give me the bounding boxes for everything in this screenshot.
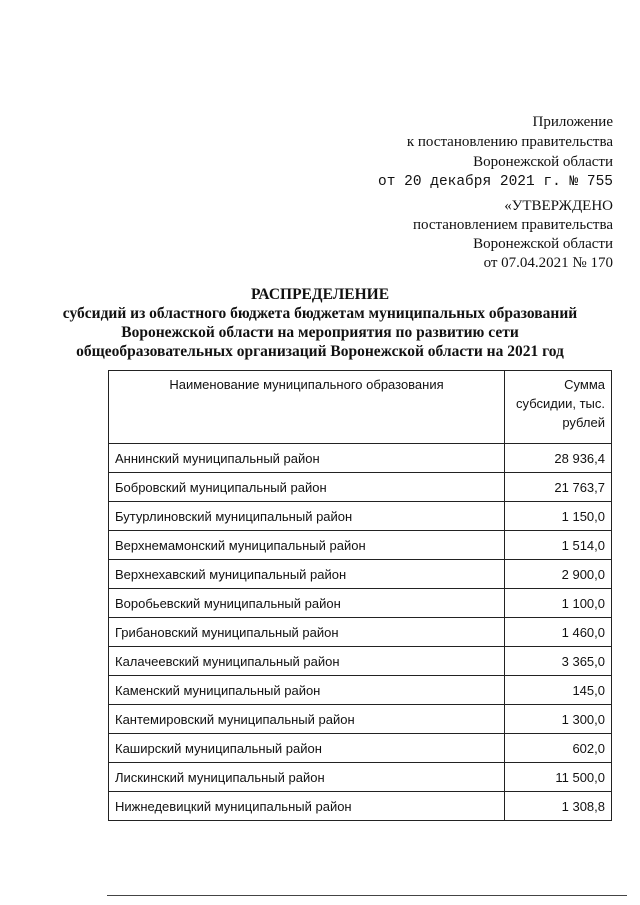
header-amount-line-2: субсидии, тыс. [516,396,605,411]
appendix-title: Приложение [532,114,613,130]
row-name: Бобровский муниципальный район [109,473,505,502]
row-amount: 3 365,0 [505,647,612,676]
header-amount-line-3: рублей [562,415,605,430]
table-row [109,502,612,531]
row-amount: 1 300,0 [505,705,612,734]
row-name: Бутурлиновский муниципальный район [109,502,505,531]
row-name: Нижнедевицкий муниципальный район [109,792,505,821]
distribution-table [108,370,612,821]
footer-divider [107,895,627,896]
approved-by: постановлением правительства [412,217,613,233]
table-header-row [109,371,612,444]
document-subtitle-line-1: субсидий из областного бюджета бюджетам муниципальных образований [62,305,578,322]
table-row [109,676,612,705]
table-row [109,444,612,473]
row-amount: 21 763,7 [505,473,612,502]
table-row [109,647,612,676]
document-heading [0,285,640,361]
row-amount: 145,0 [505,676,612,705]
appendix-block [378,112,613,192]
header-amount [505,371,612,444]
row-name: Каменский муниципальный район [109,676,505,705]
header-name: Наименование муниципального образования [109,371,505,444]
document-subtitle-line-3: общеобразовательных организаций Воронежской области на 2021 год [76,343,564,360]
row-name: Грибановский муниципальный район [109,618,505,647]
table-row [109,618,612,647]
row-name: Каширский муниципальный район [109,734,505,763]
approved-title: «УТВЕРЖДЕНО [504,198,613,214]
row-name: Лискинский муниципальный район [109,763,505,792]
table-row [109,589,612,618]
row-amount: 602,0 [505,734,612,763]
row-amount: 28 936,4 [505,444,612,473]
row-amount: 1 100,0 [505,589,612,618]
row-name: Аннинский муниципальный район [109,444,505,473]
row-amount: 1 150,0 [505,502,612,531]
approved-block [413,197,613,273]
approved-region: Воронежской области [473,236,613,252]
table-row [109,531,612,560]
row-name: Верхнемамонский муниципальный район [109,531,505,560]
row-amount: 1 308,8 [505,792,612,821]
approved-date-number: от 07.04.2021 № 170 [483,255,613,271]
header-amount-line-1: Сумма [564,377,605,392]
row-name: Кантемировский муниципальный район [109,705,505,734]
table-row [109,560,612,589]
appendix-region: Воронежской области [473,154,613,170]
table-row [109,763,612,792]
appendix-reference: к постановлению правительства [406,134,613,150]
table-row [109,705,612,734]
row-amount: 1 460,0 [505,618,612,647]
row-name: Воробьевский муниципальный район [109,589,505,618]
document-title: РАСПРЕДЕЛЕНИЕ [250,286,390,303]
table-row [109,734,612,763]
table-row [109,473,612,502]
document-subtitle-line-2: Воронежской области на мероприятия по развитию сети [121,324,519,341]
row-amount: 1 514,0 [505,531,612,560]
row-name: Верхнехавский муниципальный район [109,560,505,589]
row-amount: 2 900,0 [505,560,612,589]
row-name: Калачеевский муниципальный район [109,647,505,676]
row-amount: 11 500,0 [505,763,612,792]
appendix-date-number: от 20 декабря 2021 г. № 755 [378,174,613,190]
table-row [109,792,612,821]
